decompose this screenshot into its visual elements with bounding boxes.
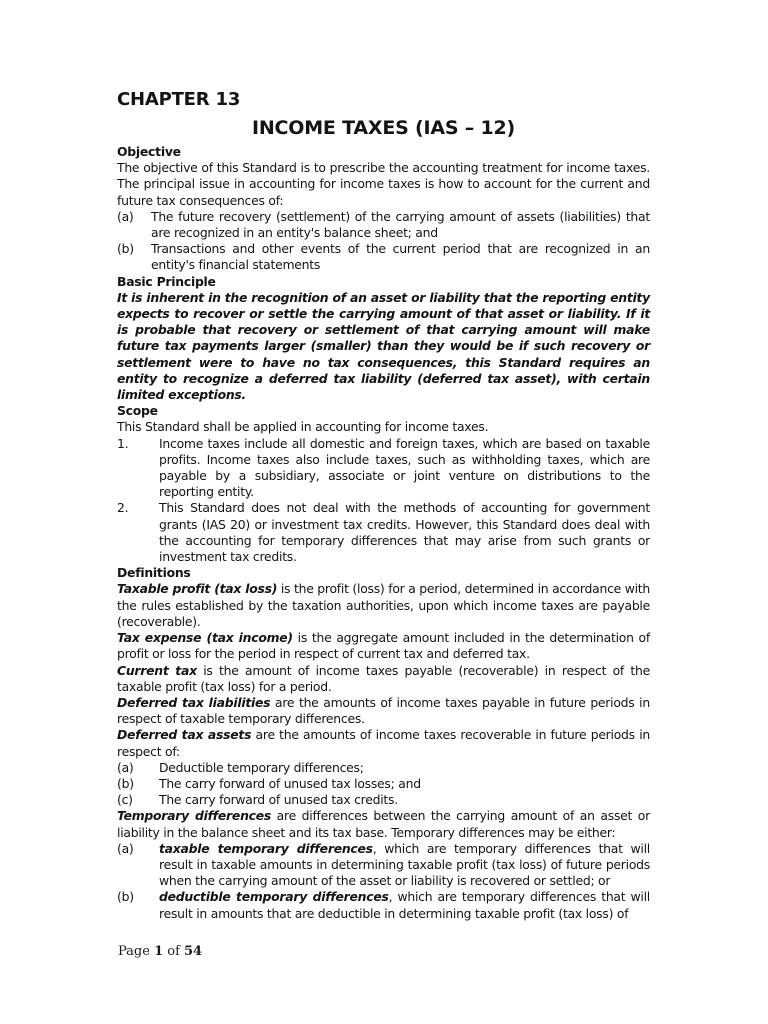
list-item-text: This Standard does not deal with the methods of accounting for government grants (IAS 20) or investment tax credits. However, this Standard does deal with the accounting for temporary differences that may arise from such grants or investment tax credits.: [159, 500, 650, 565]
list-marker: (a): [117, 208, 134, 224]
page-of-label: of: [163, 944, 185, 959]
objective-item-b: [117, 241, 650, 273]
definition-taxable-profit: [117, 581, 650, 630]
page-footer: [118, 944, 202, 959]
list-item-text: [159, 889, 650, 921]
list-marker: (b): [117, 889, 134, 905]
definition-text: are the amounts of income taxes recoverable in future periods in respect of:: [117, 727, 650, 759]
list-item-text: The carry forward of unused tax credits.: [159, 792, 398, 808]
list-marker: (c): [117, 792, 133, 808]
list-marker: 2.: [117, 500, 129, 516]
definition-term: Deferred tax liabilities: [117, 694, 271, 710]
definition-text: are differences between the carrying amount of an asset or liability in the balance sheet and its tax base. Temporary differences may be either:: [117, 808, 650, 840]
objective-item-a: [117, 209, 650, 241]
chapter-heading: CHAPTER 13: [117, 89, 241, 110]
deferred-tax-assets-item-a: [117, 760, 650, 776]
scope-intro: This Standard shall be applied in accounting for income taxes.: [117, 419, 489, 435]
list-item-text: Deductible temporary differences;: [159, 759, 364, 775]
list-marker: (a): [117, 759, 134, 775]
list-marker: 1.: [117, 435, 129, 451]
basic-principle-heading: Basic Principle: [117, 273, 216, 289]
list-item-text: The future recovery (settlement) of the carrying amount of assets (liabilities) that are recognized in an entity's balance sheet; and: [151, 208, 650, 241]
definition-text: is the aggregate amount included in the determination of profit or loss for the period in respect of current tax and deferred tax.: [117, 630, 650, 662]
temporary-differences-item-b: [117, 889, 650, 921]
document-page: [117, 88, 650, 922]
list-item-text: Income taxes include all domestic and foreign taxes, which are based on taxable profits. Income taxes also include taxes, such as withholding taxes, which are payable by a subsidiary, associate or joint venture on distributions to the reporting entity.: [159, 435, 650, 500]
list-item-text: The carry forward of unused tax losses; and: [159, 775, 421, 791]
page-title: INCOME TAXES (IAS – 12): [251, 117, 516, 139]
list-item-text: [159, 841, 650, 890]
definition-deferred-tax-liabilities: [117, 695, 650, 727]
definition-temporary-differences: [117, 808, 650, 840]
deferred-tax-assets-item-b: [117, 776, 650, 792]
definition-term: Tax expense (tax income): [117, 630, 293, 646]
list-item-term: taxable temporary differences: [159, 840, 373, 856]
basic-principle-text: It is inherent in the recognition of an asset or liability that the reporting entity expects to recover or settle the carrying amount of that asset or liability. If it is probable that recovery or settlement of that carrying amount will make future tax payments larger (smaller) than they would be if such recovery or settlement were to have no tax consequences, this Standard requires an entity to recognize a deferred tax liability (deferred tax asset), with certain limited exceptions.: [117, 289, 650, 403]
definition-deferred-tax-assets: [117, 727, 650, 759]
list-item-body: , which are temporary differences that will result in taxable amounts in determining taxable profit (tax loss) of future periods when the carrying amount of the asset or liability is recovered or settled; or: [159, 840, 650, 889]
list-item-term: deductible temporary differences: [159, 889, 389, 905]
page-label: Page: [118, 944, 155, 959]
definition-text: is the amount of income taxes payable (recoverable) in respect of the taxable profit (tax loss) for a period.: [117, 662, 651, 694]
total-pages: 54: [184, 944, 203, 959]
scope-item-2: [117, 500, 650, 565]
objective-heading: Objective: [117, 144, 181, 159]
objective-intro: The objective of this Standard is to prescribe the accounting treatment for income taxes. The principal issue in accounting for income taxes is how to account for the current and future tax consequences of:: [117, 160, 650, 208]
scope-heading: Scope: [117, 403, 158, 419]
definition-term: Taxable profit (tax loss): [117, 581, 278, 597]
temporary-differences-item-a: [117, 841, 650, 890]
definition-term: Temporary differences: [117, 808, 272, 824]
definition-tax-expense: [117, 630, 650, 662]
list-marker: (a): [117, 840, 134, 856]
definition-text: are the amounts of income taxes payable in future periods in respect of taxable temporary differences.: [117, 694, 650, 727]
scope-item-1: [117, 436, 650, 501]
list-marker: (b): [117, 775, 134, 791]
list-marker: (b): [117, 241, 134, 257]
definition-term: Current tax: [117, 662, 197, 678]
list-item-body: , which are temporary differences that will result in amounts that are deductible in determining taxable profit (tax loss) of: [159, 889, 650, 921]
definition-current-tax: [117, 663, 650, 695]
deferred-tax-assets-item-c: [117, 792, 650, 808]
definitions-heading: Definitions: [117, 565, 191, 581]
definition-term: Deferred tax assets: [117, 727, 252, 743]
page-number: 1: [154, 944, 164, 959]
definition-text: is the profit (loss) for a period, determined in accordance with the rules established by the taxation authorities, upon which income taxes are payable (recoverable).: [117, 581, 650, 629]
list-item-text: Transactions and other events of the current period that are recognized in an entity's financial statements: [151, 241, 650, 273]
